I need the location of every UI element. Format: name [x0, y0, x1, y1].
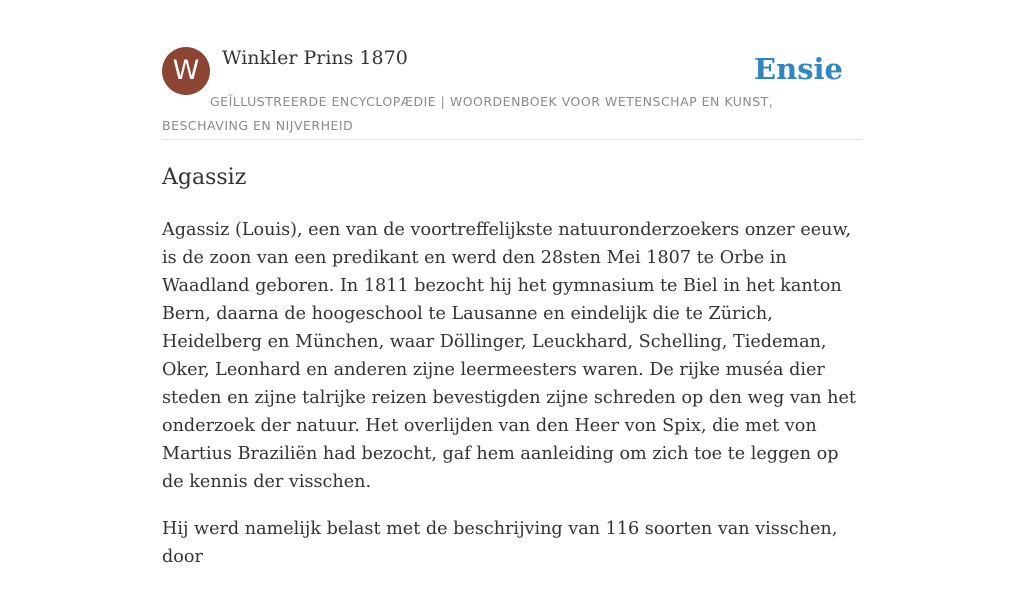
- article-body: [162, 216, 864, 590]
- header: [162, 46, 862, 140]
- source-title[interactable]: Winkler Prins 1870: [222, 47, 408, 69]
- source-avatar[interactable]: W: [162, 47, 210, 95]
- source-subtitle: GEÏLLUSTREERDE ENCYCLOPÆDIE | WOORDENBOEK VOOR WETENSCHAP EN KUNST, BESCHAVING EN NIJVERHEID: [162, 94, 774, 133]
- ensie-logo[interactable]: Ensie: [754, 52, 843, 86]
- article-paragraph: Hij werd namelijk belast met de beschrijving van 116 soorten van visschen, door: [162, 519, 838, 567]
- article-paragraph: Agassiz (Louis), een van de voortreffelijkste natuuronderzoekers onzer eeuw, is de zoon van een predikant en werd den 28sten Mei 1807 te Orbe in Waadland geboren. In 1811 bezocht hij het gymnasium te Biel in het kanton Bern, daarna de hoogeschool te Lausanne en eindelijk die te Zürich, Heidelberg en München, waar Döllinger, Leuckhard, Schelling, Tiedeman, Oker, Leonhard en anderen zijne leermeesters waren. De rijke muséa dier steden en zijne talrijke reizen bevestigden zijne schreden op den weg van het onderzoek der natuur. Het overlijden van den Heer von Spix, die met von Martius Braziliën had bezocht, gaf hem aanleiding om zich toe te leggen op de kennis der visschen.: [162, 220, 856, 492]
- article-title: Agassiz: [162, 165, 247, 190]
